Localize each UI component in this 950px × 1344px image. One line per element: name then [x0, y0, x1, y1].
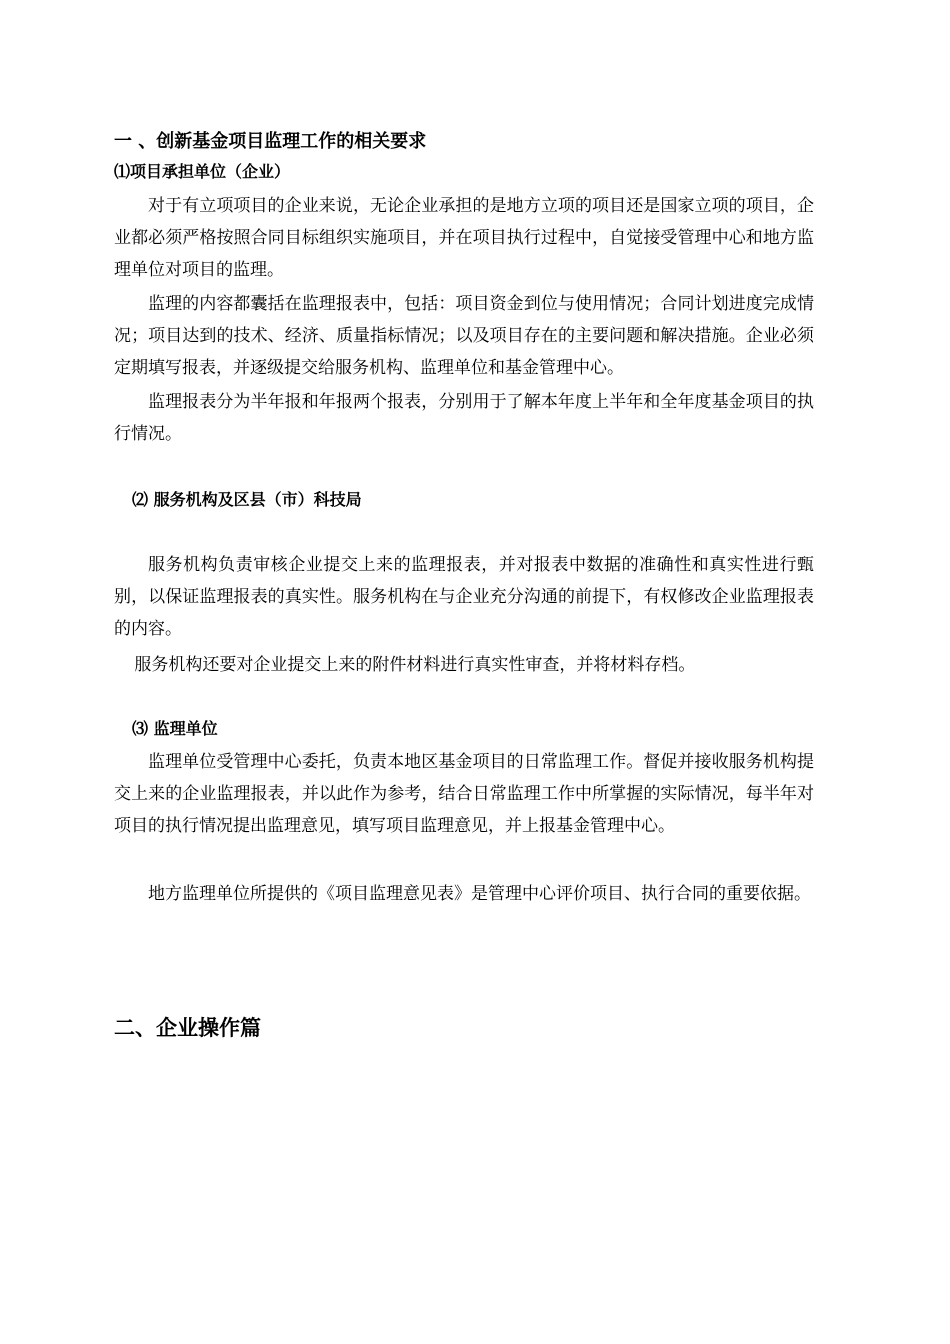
subsection-3-paragraph-1: 监理单位受管理中心委托，负责本地区基金项目的日常监理工作。督促并接收服务机构提交上来的企业监理报表，并以此作为参考，结合日常监理工作中所掌握的实际情况，每半年对项目的执行情况提出监理意见，填写项目监理意见，并上报基金管理中心。 — [114, 752, 814, 836]
subsection-2-heading: ⑵ 服务机构及区县（市）科技局 — [132, 490, 362, 509]
section-2-heading: 二、企业操作篇 — [114, 1016, 261, 1040]
subsection-1-paragraph-2: 监理的内容都囊括在监理报表中，包括：项目资金到位与使用情况；合同计划进度完成情况；项目达到的技术、经济、质量指标情况；以及项目存在的主要问题和解决措施。企业必须定期填写报表，并逐级提交给服务机构、监理单位和基金管理中心。 — [114, 294, 814, 378]
subsection-1-heading: ⑴项目承担单位（企业） — [114, 162, 291, 181]
subsection-1-paragraph-3: 监理报表分为半年报和年报两个报表，分别用于了解本年度上半年和全年度基金项目的执行情况。 — [114, 392, 814, 444]
subsection-1-paragraph-1: 对于有立项项目的企业来说，无论企业承担的是地方立项的项目还是国家立项的项目，企业都必须严格按照合同目标组织实施项目，并在项目执行过程中，自觉接受管理中心和地方监理单位对项目的监理。 — [114, 196, 814, 280]
subsection-2-paragraph-1: 服务机构负责审核企业提交上来的监理报表，并对报表中数据的准确性和真实性进行甄别，以保证监理报表的真实性。服务机构在与企业充分沟通的前提下，有权修改企业监理报表的内容。 — [114, 555, 814, 639]
subsection-2-paragraph-2: 服务机构还要对企业提交上来的附件材料进行真实性审查，并将材料存档。 — [134, 655, 696, 675]
subsection-3-heading: ⑶ 监理单位 — [132, 719, 218, 738]
subsection-3-paragraph-2: 地方监理单位所提供的《项目监理意见表》是管理中心评价项目、执行合同的重要依据。 — [148, 884, 811, 904]
section-1-heading: 一 、创新基金项目监理工作的相关要求 — [114, 131, 427, 152]
